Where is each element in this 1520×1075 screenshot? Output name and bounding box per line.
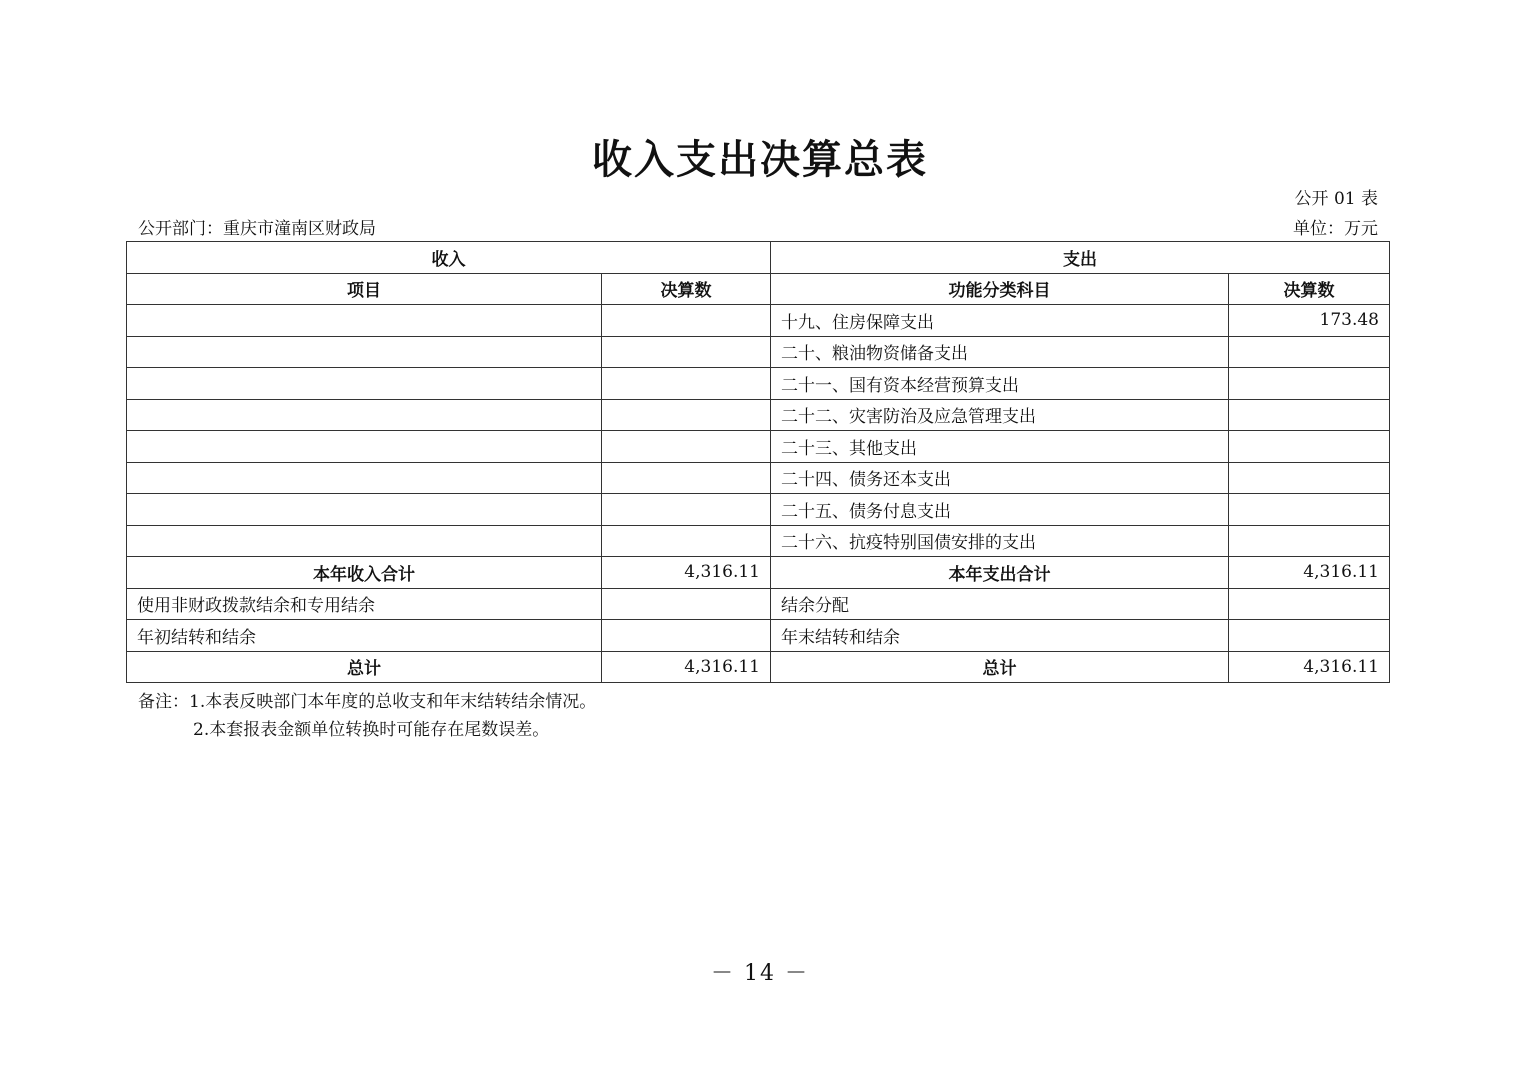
group-header-row <box>127 242 1390 274</box>
table-row <box>127 431 1390 463</box>
income-amount-cell <box>602 368 771 400</box>
beginning-carryover-value <box>602 620 771 652</box>
beginning-carryover-label: 年初结转和结余 <box>127 620 602 652</box>
note-line-1: 备注：1.本表反映部门本年度的总收支和年末结转结余情况。 <box>138 692 597 712</box>
col-header-category: 功能分类科目 <box>771 273 1229 305</box>
table-row <box>127 525 1390 557</box>
expense-amount-cell <box>1229 431 1390 463</box>
income-item-cell <box>127 525 602 557</box>
page-title: 收入支出决算总表 <box>592 136 928 183</box>
grand-income-label: 总计 <box>127 651 602 683</box>
note-line-2: 2.本套报表金额单位转换时可能存在尾数误差。 <box>193 720 550 740</box>
grand-expense-value: 4,316.11 <box>1229 651 1390 683</box>
grand-total-row <box>127 651 1390 683</box>
expense-category-cell: 二十三、其他支出 <box>771 431 1229 463</box>
budget-summary-table <box>126 241 1390 683</box>
table-row <box>127 462 1390 494</box>
balance-row-carryover <box>127 620 1390 652</box>
income-item-cell <box>127 431 602 463</box>
balance-distribution-value <box>1229 588 1390 620</box>
col-header-item: 项目 <box>127 273 602 305</box>
balance-row-nonfiscal <box>127 588 1390 620</box>
expense-category-cell: 二十五、债务付息支出 <box>771 494 1229 526</box>
income-item-cell <box>127 336 602 368</box>
expense-category-cell: 二十六、抗疫特别国债安排的支出 <box>771 525 1229 557</box>
page-number: － 14 － <box>711 961 809 986</box>
income-amount-cell <box>602 336 771 368</box>
table-row <box>127 399 1390 431</box>
income-item-cell <box>127 462 602 494</box>
expense-category-cell: 二十二、灾害防治及应急管理支出 <box>771 399 1229 431</box>
income-item-cell <box>127 494 602 526</box>
income-item-cell <box>127 399 602 431</box>
income-amount-cell <box>602 494 771 526</box>
expense-amount-cell: 173.48 <box>1229 305 1390 337</box>
expense-amount-cell <box>1229 494 1390 526</box>
expense-category-cell: 二十、粮油物资储备支出 <box>771 336 1229 368</box>
ending-carryover-label: 年末结转和结余 <box>771 620 1229 652</box>
table-row <box>127 305 1390 337</box>
expense-category-cell: 二十一、国有资本经营预算支出 <box>771 368 1229 400</box>
income-item-cell <box>127 305 602 337</box>
col-header-expense-amount: 决算数 <box>1229 273 1390 305</box>
income-item-cell <box>127 368 602 400</box>
department-label: 公开部门：重庆市潼南区财政局 <box>138 219 376 239</box>
col-header-income-amount: 决算数 <box>602 273 771 305</box>
annual-total-row <box>127 557 1390 589</box>
nonfiscal-balance-label: 使用非财政拨款结余和专用结余 <box>127 588 602 620</box>
table-row <box>127 494 1390 526</box>
income-amount-cell <box>602 525 771 557</box>
expense-group-header: 支出 <box>771 242 1390 274</box>
expense-amount-cell <box>1229 368 1390 400</box>
income-amount-cell <box>602 462 771 494</box>
table-row <box>127 336 1390 368</box>
expense-total-label: 本年支出合计 <box>771 557 1229 589</box>
income-group-header: 收入 <box>127 242 771 274</box>
expense-total-value: 4,316.11 <box>1229 557 1390 589</box>
unit-label: 单位：万元 <box>1293 219 1378 239</box>
grand-expense-label: 总计 <box>771 651 1229 683</box>
ending-carryover-value <box>1229 620 1390 652</box>
expense-amount-cell <box>1229 336 1390 368</box>
income-total-value: 4,316.11 <box>602 557 771 589</box>
form-number: 公开 01 表 <box>1294 189 1378 209</box>
balance-distribution-label: 结余分配 <box>771 588 1229 620</box>
grand-income-value: 4,316.11 <box>602 651 771 683</box>
expense-amount-cell <box>1229 525 1390 557</box>
income-amount-cell <box>602 305 771 337</box>
column-header-row <box>127 273 1390 305</box>
nonfiscal-balance-value <box>602 588 771 620</box>
income-amount-cell <box>602 399 771 431</box>
table-row <box>127 368 1390 400</box>
expense-category-cell: 二十四、债务还本支出 <box>771 462 1229 494</box>
notes <box>138 688 596 744</box>
expense-amount-cell <box>1229 462 1390 494</box>
expense-category-cell: 十九、住房保障支出 <box>771 305 1229 337</box>
income-amount-cell <box>602 431 771 463</box>
income-total-label: 本年收入合计 <box>127 557 602 589</box>
expense-amount-cell <box>1229 399 1390 431</box>
